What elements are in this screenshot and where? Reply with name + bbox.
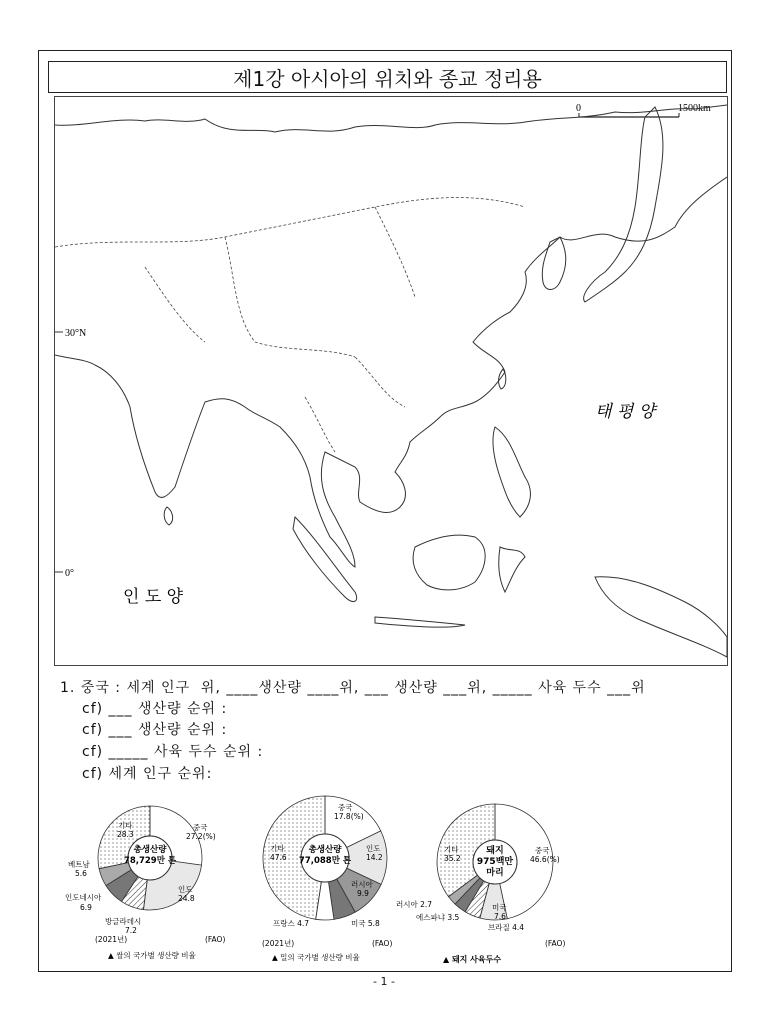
pig-label: 35.2 bbox=[444, 854, 461, 863]
page-number: - 1 - bbox=[373, 975, 395, 988]
pig-label: 46.6(%) bbox=[530, 855, 560, 864]
rice-label: 27.2(%) bbox=[186, 832, 216, 841]
korea-outline bbox=[542, 237, 566, 290]
new-guinea-outline bbox=[595, 577, 727, 657]
rice-caption: ▲ 쌀의 국가별 생산량 비율 bbox=[108, 951, 196, 960]
wheat-label: 인도 bbox=[366, 844, 381, 853]
pig-label: 중국 bbox=[535, 846, 550, 855]
wheat-label: 미국 5.8 bbox=[351, 919, 380, 928]
pig-center-2: 975백만 bbox=[476, 857, 514, 867]
wheat-center-2: 77,088만 톤 bbox=[298, 856, 352, 866]
wheat-source: (FAO) bbox=[372, 939, 393, 948]
question-cf1: cf) ___ 생산량 순위 : bbox=[82, 701, 228, 717]
pig-label: 러시아 2.7 bbox=[396, 900, 433, 909]
rice-label: 방글라데시 bbox=[105, 917, 142, 926]
pig-label: 에스파냐 3.5 bbox=[416, 913, 460, 922]
rice-year: (2021년) bbox=[95, 935, 128, 944]
wheat-label: 47.6 bbox=[270, 853, 287, 862]
sulawesi-outline bbox=[499, 547, 525, 592]
question-cf3: cf) _____ 사육 두수 순위 : bbox=[82, 744, 264, 760]
wheat-label: 17.8(%) bbox=[334, 812, 364, 821]
scale-zero: 0 bbox=[576, 103, 581, 114]
wheat-label: 14.2 bbox=[366, 853, 383, 862]
wheat-label: 중국 bbox=[338, 803, 353, 812]
page-title: 제1강 아시아의 위치와 종교 정리용 bbox=[48, 61, 727, 93]
rice-label: 기타 bbox=[118, 821, 133, 830]
pacific-ocean-label: 태 평 양 bbox=[595, 402, 656, 422]
pig-caption: ▲ 돼지 사육두수 bbox=[443, 955, 502, 964]
wheat-year: (2021년) bbox=[262, 939, 295, 948]
mainland-coast bbox=[55, 105, 727, 567]
pig-center-1: 돼지 bbox=[486, 846, 504, 856]
wheat-center-1: 총생산량 bbox=[308, 845, 342, 855]
border-lines bbox=[55, 198, 525, 452]
rice-label: 중국 bbox=[193, 823, 208, 832]
rice-label: 7.2 bbox=[125, 926, 137, 935]
wheat-label: 러시아 bbox=[351, 880, 373, 889]
rice-label: 인도 bbox=[178, 885, 193, 894]
indian-ocean-label: 인 도 양 bbox=[123, 587, 184, 607]
wheat-label: 기타 bbox=[270, 844, 285, 853]
java-outline bbox=[375, 617, 465, 627]
lat-30-label: 30°N bbox=[65, 328, 87, 339]
pig-source: (FAO) bbox=[545, 939, 566, 948]
srilanka-outline bbox=[164, 507, 172, 525]
rice-label: 인도네시아 bbox=[65, 893, 102, 902]
rice-center-2: 78,729만 톤 bbox=[123, 856, 177, 866]
wheat-caption: ▲ 밀의 국가별 생산량 비율 bbox=[272, 953, 360, 962]
pig-label: 7.6 bbox=[494, 912, 506, 921]
japan-outline bbox=[584, 107, 663, 302]
wheat-label: 9.9 bbox=[357, 889, 369, 898]
asia-map bbox=[54, 96, 728, 666]
rice-label: 6.9 bbox=[80, 903, 92, 912]
rice-label: 28.3 bbox=[117, 830, 134, 839]
pig-label: 미국 bbox=[492, 903, 507, 912]
scale-max: 1500km bbox=[678, 103, 711, 114]
question-cf2: cf) ___ 생산량 순위 : bbox=[82, 722, 228, 738]
rice-label: 24.8 bbox=[178, 894, 195, 903]
pig-center-3: 마리 bbox=[486, 868, 504, 878]
rice-center-1: 총생산량 bbox=[133, 845, 167, 855]
question-1: 1. 중국 : 세계 인구 위, ____생산량 ____위, ___ 생산량 ___위, _____ 사육 두수 ___위 bbox=[60, 680, 646, 696]
rice-label: 5.6 bbox=[75, 869, 87, 878]
question-cf4: cf) 세계 인구 순위: bbox=[82, 766, 213, 782]
pig-label: 기타 bbox=[444, 845, 459, 854]
rice-source: (FAO) bbox=[205, 935, 226, 944]
wheat-label: 프랑스 4.7 bbox=[273, 919, 310, 928]
rice-label: 베트남 bbox=[68, 860, 90, 869]
philippines-outline bbox=[493, 427, 531, 517]
pig-label: 브라질 4.4 bbox=[488, 923, 525, 932]
lat-0-label: 0° bbox=[65, 568, 74, 579]
pie-charts bbox=[0, 790, 768, 965]
borneo-outline bbox=[413, 535, 485, 590]
